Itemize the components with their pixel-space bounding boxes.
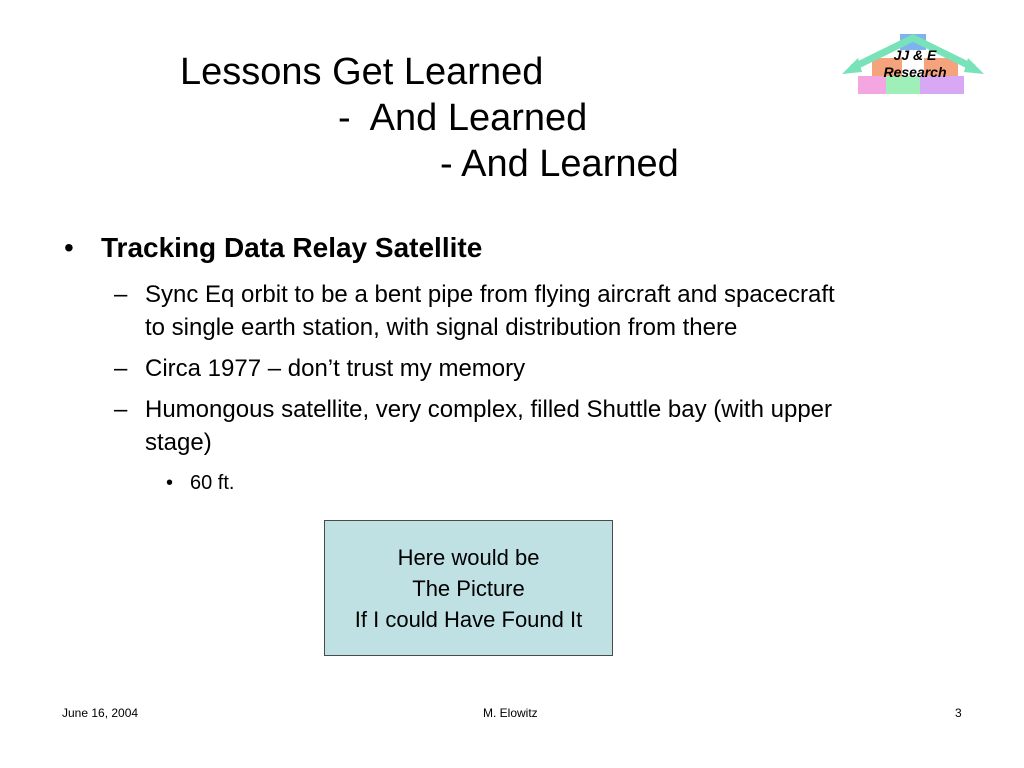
sub-bullet-1 [145, 278, 835, 344]
footer-date: June 16, 2004 [62, 706, 139, 720]
dash-marker-1: – [114, 281, 128, 308]
picture-placeholder-box [324, 520, 613, 656]
logo-text-line-2: Research [883, 64, 947, 80]
slide-title-line-2: - And Learned [338, 97, 588, 139]
sub-bullet-3-line-2: stage) [145, 429, 212, 456]
main-bullet: Tracking Data Relay Satellite [101, 232, 483, 263]
logo-text-line-1: JJ & E [893, 47, 937, 63]
dash-marker-2: – [114, 355, 128, 382]
footer-author: M. Elowitz [483, 706, 538, 720]
logo-text [860, 47, 970, 81]
picture-box-line-3: If I could Have Found It [354, 606, 583, 632]
bullet-marker: • [64, 232, 74, 263]
picture-box-line-1: Here would be [397, 544, 540, 570]
third-level-bullet-marker: • [166, 472, 174, 494]
slide-title-line-1: Lessons Get Learned [180, 51, 544, 93]
sub-bullet-1-line-2: to single earth station, with signal distribution from there [145, 314, 738, 341]
third-level-bullet: 60 ft. [190, 472, 235, 494]
slide-title-line-3: - And Learned [440, 143, 679, 185]
picture-box-line-2: The Picture [412, 575, 525, 601]
dash-marker-3: – [114, 396, 128, 423]
sub-bullet-2: Circa 1977 – don’t trust my memory [145, 355, 526, 382]
footer-page-number: 3 [955, 706, 962, 720]
sub-bullet-1-line-1: Sync Eq orbit to be a bent pipe from flying aircraft and spacecraft [145, 281, 835, 308]
sub-bullet-3-line-1: Humongous satellite, very complex, filled Shuttle bay (with upper [145, 396, 832, 423]
sub-bullet-3 [145, 393, 832, 459]
